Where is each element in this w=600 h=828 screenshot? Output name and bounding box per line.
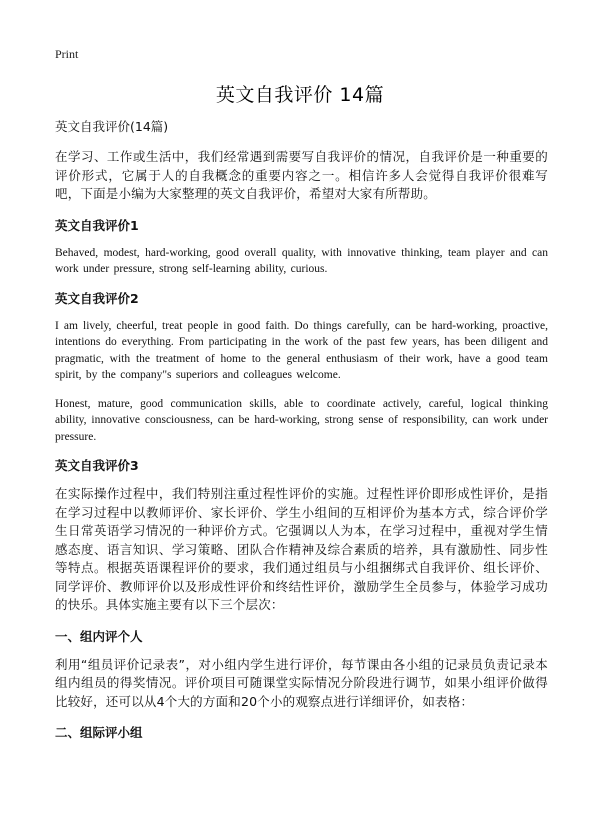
- section-heading-1: 英文自我评价1: [55, 217, 139, 233]
- section-heading-5: 二、组际评小组: [55, 725, 143, 740]
- section-2-paragraph-1: I am lively, cheerful, treat people in good faith. Do things carefully, can be hard-working, proactive, intentions do everything. From participating in the work of the past few years, has been diligent and pragmatic, with the treatment of home to the general enthusiasm of their work, have a good team spirit, by the company"s superiors and colleagues welcome.: [55, 319, 548, 381]
- section-4-paragraph-1: 利用“组员评价记录表”，对小组内学生进行评价，每节课由各小组的记录员负责记录本组内组员的得奖情况。评价项目可随课堂实际情况分阶段进行调节，如果小组评价做得比较好，还可以从4个大的方面和20个小的观察点进行详细评价，如表格：: [55, 656, 548, 709]
- section-1-paragraph-1: Behaved, modest, hard-working, good overall quality, with innovative thinking, team player and can work under pressure, strong self-learning ability, curious.: [55, 246, 548, 275]
- intro-paragraph: 在学习、工作或生活中，我们经常遇到需要写自我评价的情况，自我评价是一种重要的评价形式，它属于人的自我概念的重要内容之一。相信许多人会觉得自我评价很难写吧，下面是小编为大家整理的英文自我评价，希望对大家有所帮助。: [55, 149, 548, 201]
- section-3-paragraph-1: 在实际操作过程中，我们特别注重过程性评价的实施。过程性评价即形成性评价，是指在学习过程中以教师评价、家长评价、学生小组间的互相评价为基本方式，综合评价学生日常英语学习情况的一种评价方式。它强调以人为本，在学习过程中，重视对学生情感态度、语言知识、学习策略、团队合作精神及综合素质的培养，具有激励性、同步性等特点。根据英语课程评价的要求，我们通过组员与小组捆绑式自我评价、组长评价、同学评价、教师评价以及形成性评价和终结性评价，激励学生全员参与，体验学习成功的快乐。具体实施主要有以下三个层次：: [55, 486, 548, 612]
- section-heading-3: 英文自我评价3: [55, 458, 139, 473]
- page-title: 英文自我评价 14篇: [215, 84, 385, 106]
- document-body: [55, 118, 548, 752]
- print-label[interactable]: Print: [55, 47, 79, 61]
- section-heading-2: 英文自我评价2: [55, 290, 139, 306]
- section-2-paragraph-2: Honest, mature, good communication skills, able to coordinate actively, careful, logical thinking ability, innovative consciousness, can be hard-working, strong sense of responsibility, can work under pressure.: [55, 397, 548, 443]
- document-subtitle: 英文自我评价(14篇): [55, 119, 169, 134]
- section-heading-4: 一、组内评个人: [55, 628, 143, 644]
